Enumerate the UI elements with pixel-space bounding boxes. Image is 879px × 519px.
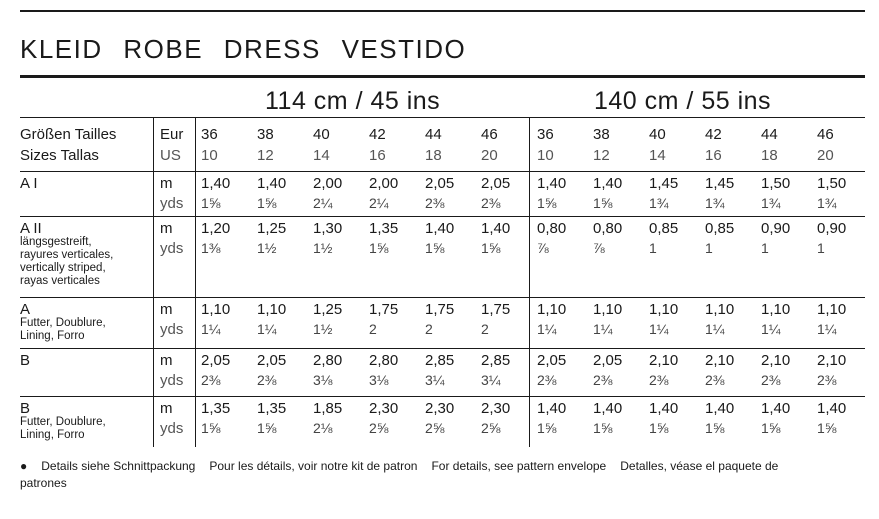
footer-note: [20, 458, 840, 492]
meters-value: 2,10: [817, 352, 847, 369]
meters-value: 1,75: [369, 301, 399, 318]
us-size: 18: [425, 147, 442, 164]
meters-value: 1,40: [593, 400, 623, 417]
unit-m: m: [160, 220, 173, 237]
yards-value: 1⅝: [537, 420, 557, 436]
yards-value: 1⅝: [201, 420, 221, 436]
yards-value: 2⅝: [369, 420, 389, 436]
row-label: A II: [20, 220, 42, 237]
meters-value: 2,85: [425, 352, 455, 369]
column-rule: [153, 117, 154, 447]
row-rule: [20, 297, 865, 298]
yards-value: 1: [705, 240, 713, 256]
row-sublabel: Lining, Forro: [20, 429, 85, 441]
title-rule: [20, 75, 865, 78]
meters-value: 0,90: [761, 220, 791, 237]
us-size: 20: [481, 147, 498, 164]
meters-value: 1,10: [649, 301, 679, 318]
meters-value: 2,10: [705, 352, 735, 369]
row-label: B: [20, 400, 31, 417]
unit-yds: yds: [160, 240, 184, 257]
top-rule: [20, 10, 865, 12]
row-rule: [20, 171, 865, 172]
yards-value: 1⅝: [537, 195, 557, 211]
meters-value: 2,05: [537, 352, 567, 369]
yards-value: 2⅛: [313, 420, 333, 436]
meters-value: 2,30: [369, 400, 399, 417]
eur-size: 38: [257, 126, 274, 143]
us-size: 20: [817, 147, 834, 164]
eur-size: 36: [201, 126, 218, 143]
column-rule: [529, 117, 530, 447]
yards-value: 2¼: [313, 195, 333, 211]
us-size: 16: [369, 147, 386, 164]
meters-value: 1,40: [481, 220, 511, 237]
yards-value: 2⅜: [593, 372, 613, 388]
meters-value: 1,40: [649, 400, 679, 417]
column-rule: [195, 117, 196, 447]
row-sublabel: längsgestreift,: [20, 236, 92, 248]
yards-value: 1¾: [705, 195, 725, 211]
unit-yds: yds: [160, 195, 184, 212]
eur-size: 40: [313, 126, 330, 143]
footer-en: For details, see pattern envelope: [431, 459, 607, 473]
yards-value: 1: [817, 240, 825, 256]
meters-value: 1,40: [257, 175, 287, 192]
meters-value: 1,30: [313, 220, 343, 237]
yards-value: 3¼: [425, 372, 445, 388]
meters-value: 2,05: [257, 352, 287, 369]
meters-value: 2,80: [369, 352, 399, 369]
yards-value: 1⅝: [481, 240, 501, 256]
yards-value: 1⅝: [425, 240, 445, 256]
yards-value: 1¼: [593, 321, 613, 337]
yards-value: 1⅝: [369, 240, 389, 256]
yards-value: 1½: [313, 321, 333, 337]
yards-value: 1¼: [537, 321, 557, 337]
meters-value: 1,25: [313, 301, 343, 318]
meters-value: 2,05: [425, 175, 455, 192]
row-sublabel: vertically striped,: [20, 262, 106, 274]
yards-value: 3¼: [481, 372, 501, 388]
footer-de: Details siehe Schnittpackung: [41, 459, 196, 473]
yards-value: 1⅝: [705, 420, 725, 436]
unit-yds: yds: [160, 420, 184, 437]
unit-m: m: [160, 352, 173, 369]
yards-value: ⅞: [593, 240, 605, 256]
yards-value: 2⅜: [537, 372, 557, 388]
row-rule: [20, 396, 865, 397]
meters-value: 1,75: [425, 301, 455, 318]
row-rule: [20, 216, 865, 217]
unit-eur: Eur: [160, 126, 184, 143]
yards-value: 1⅝: [593, 195, 613, 211]
meters-value: 2,80: [313, 352, 343, 369]
yards-value: 1⅝: [817, 420, 837, 436]
yards-value: 1¼: [201, 321, 221, 337]
bullet-icon: ●: [20, 459, 28, 473]
meters-value: 1,10: [201, 301, 231, 318]
eur-size: 46: [481, 126, 498, 143]
meters-value: 1,50: [817, 175, 847, 192]
yards-value: 2⅜: [425, 195, 445, 211]
yards-value: 3⅛: [313, 372, 333, 388]
meters-value: 1,10: [817, 301, 847, 318]
eur-size: 38: [593, 126, 610, 143]
meters-value: 1,75: [481, 301, 511, 318]
footer-es: Detalles, véase el paquete de patrones: [20, 459, 779, 490]
us-size: 16: [705, 147, 722, 164]
yards-value: 2⅜: [201, 372, 221, 388]
eur-size: 44: [425, 126, 442, 143]
yards-value: 2⅜: [481, 195, 501, 211]
yards-value: 1¼: [649, 321, 669, 337]
meters-value: 0,85: [705, 220, 735, 237]
meters-value: 2,05: [201, 352, 231, 369]
yards-value: 2⅜: [257, 372, 277, 388]
meters-value: 1,40: [425, 220, 455, 237]
meters-value: 1,40: [201, 175, 231, 192]
meters-value: 1,35: [369, 220, 399, 237]
unit-m: m: [160, 400, 173, 417]
yards-value: 1½: [257, 240, 277, 256]
us-size: 10: [201, 147, 218, 164]
yards-value: 1¾: [761, 195, 781, 211]
yards-value: ⅞: [537, 240, 549, 256]
eur-size: 36: [537, 126, 554, 143]
meters-value: 1,40: [537, 175, 567, 192]
meters-value: 0,90: [817, 220, 847, 237]
meters-value: 1,40: [593, 175, 623, 192]
row-label: A: [20, 301, 31, 318]
unit-m: m: [160, 175, 173, 192]
us-size: 12: [257, 147, 274, 164]
meters-value: 2,10: [761, 352, 791, 369]
width-header-114: 114 cm / 45 ins: [265, 87, 441, 115]
width-header-140: 140 cm / 55 ins: [594, 87, 772, 115]
row-sublabel: rayures verticales,: [20, 249, 114, 261]
meters-value: 1,40: [537, 400, 567, 417]
meters-value: 1,10: [705, 301, 735, 318]
meters-value: 1,35: [201, 400, 231, 417]
row-sublabel: rayas verticales: [20, 275, 100, 287]
yards-value: 1⅝: [201, 195, 221, 211]
eur-size: 40: [649, 126, 666, 143]
row-sublabel: Futter, Doublure,: [20, 416, 106, 428]
meters-value: 1,25: [257, 220, 287, 237]
yards-value: 3⅛: [369, 372, 389, 388]
yards-value: 2⅜: [761, 372, 781, 388]
yards-value: 1⅜: [201, 240, 221, 256]
meters-value: 1,40: [705, 400, 735, 417]
row-rule: [20, 348, 865, 349]
meters-value: 1,40: [817, 400, 847, 417]
us-size: 14: [649, 147, 666, 164]
meters-value: 2,10: [649, 352, 679, 369]
yards-value: 1: [649, 240, 657, 256]
yards-value: 1¼: [761, 321, 781, 337]
meters-value: 2,30: [425, 400, 455, 417]
eur-size: 42: [705, 126, 722, 143]
yards-value: 1¾: [649, 195, 669, 211]
meters-value: 0,80: [593, 220, 623, 237]
meters-value: 0,80: [537, 220, 567, 237]
yards-value: 1¾: [817, 195, 837, 211]
meters-value: 1,50: [761, 175, 791, 192]
yards-value: 1⅝: [257, 195, 277, 211]
meters-value: 1,45: [649, 175, 679, 192]
sizes-label-line2: Sizes Tallas: [20, 147, 99, 164]
meters-value: 2,00: [369, 175, 399, 192]
row-sublabel: Lining, Forro: [20, 330, 85, 342]
us-size: 18: [761, 147, 778, 164]
meters-value: 1,10: [537, 301, 567, 318]
meters-value: 2,00: [313, 175, 343, 192]
header-rule: [20, 117, 865, 118]
meters-value: 1,10: [593, 301, 623, 318]
us-size: 14: [313, 147, 330, 164]
eur-size: 46: [817, 126, 834, 143]
yards-value: 2⅝: [481, 420, 501, 436]
us-size: 10: [537, 147, 554, 164]
page-title: KLEID ROBE DRESS VESTIDO: [20, 34, 467, 64]
row-label: A I: [20, 175, 38, 192]
eur-size: 44: [761, 126, 778, 143]
unit-m: m: [160, 301, 173, 318]
row-label: B: [20, 352, 31, 369]
meters-value: 1,45: [705, 175, 735, 192]
meters-value: 1,10: [761, 301, 791, 318]
yards-value: 2⅜: [649, 372, 669, 388]
yards-value: 2: [369, 321, 377, 337]
meters-value: 2,85: [481, 352, 511, 369]
us-size: 12: [593, 147, 610, 164]
footer-fr: Pour les détails, voir notre kit de patron: [209, 459, 418, 473]
yards-value: 2⅝: [425, 420, 445, 436]
yards-value: 1: [761, 240, 769, 256]
meters-value: 2,05: [593, 352, 623, 369]
meters-value: 1,35: [257, 400, 287, 417]
yards-value: 1⅝: [761, 420, 781, 436]
meters-value: 2,30: [481, 400, 511, 417]
yards-value: 2: [481, 321, 489, 337]
meters-value: 1,10: [257, 301, 287, 318]
yards-value: 1½: [313, 240, 333, 256]
row-sublabel: Futter, Doublure,: [20, 317, 106, 329]
yards-value: 2¼: [369, 195, 389, 211]
yards-value: 2⅜: [817, 372, 837, 388]
yards-value: 1¼: [817, 321, 837, 337]
meters-value: 2,05: [481, 175, 511, 192]
sizes-label-line1: Größen Tailles: [20, 126, 117, 143]
meters-value: 1,85: [313, 400, 343, 417]
eur-size: 42: [369, 126, 386, 143]
meters-value: 0,85: [649, 220, 679, 237]
meters-value: 1,40: [761, 400, 791, 417]
yards-value: 1¼: [257, 321, 277, 337]
unit-yds: yds: [160, 321, 184, 338]
meters-value: 1,20: [201, 220, 231, 237]
yards-value: 1⅝: [257, 420, 277, 436]
yards-value: 1⅝: [593, 420, 613, 436]
yards-value: 1⅝: [649, 420, 669, 436]
unit-us: US: [160, 147, 181, 164]
yards-value: 2: [425, 321, 433, 337]
unit-yds: yds: [160, 372, 184, 389]
yards-value: 2⅜: [705, 372, 725, 388]
yards-value: 1¼: [705, 321, 725, 337]
